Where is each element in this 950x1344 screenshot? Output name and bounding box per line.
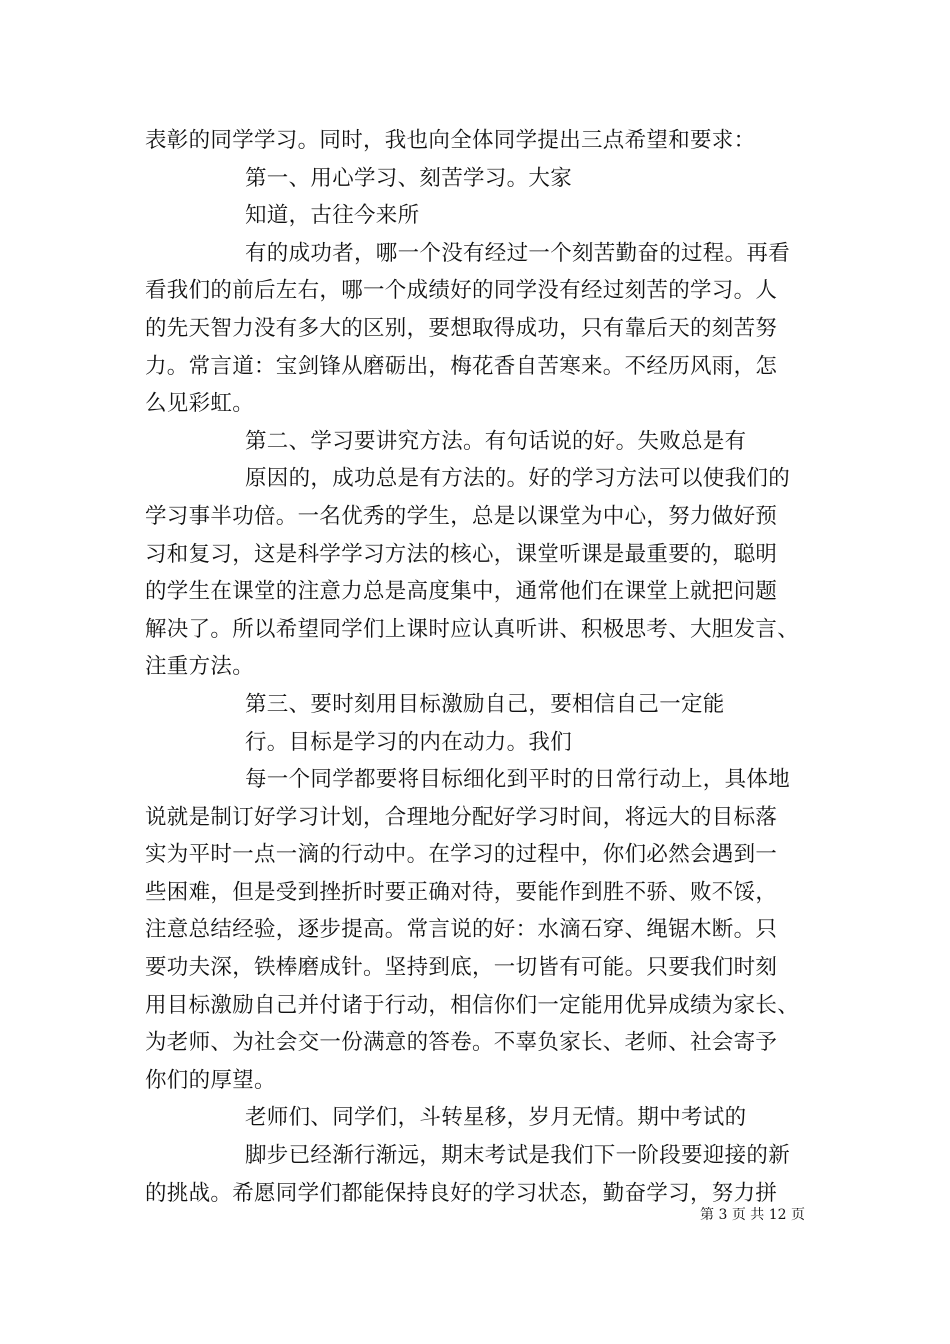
text-line: 看我们的前后左右，哪一个成绩好的同学没有经过刻苦的学习。人 bbox=[145, 278, 778, 304]
text-line: 有的成功者，哪一个没有经过一个刻苦勤奋的过程。再看 bbox=[245, 240, 791, 266]
text-line: 些困难，但是受到挫折时要正确对待，要能作到胜不骄、败不馁， bbox=[145, 879, 778, 905]
text-line: 第一、用心学习、刻苦学习。大家 bbox=[245, 165, 573, 191]
text-line: 说就是制订好学习计划，合理地分配好学习时间，将远大的目标落 bbox=[145, 804, 778, 830]
text-line: 的挑战。希愿同学们都能保持良好的学习状态，勤奋学习，努力拼 bbox=[145, 1180, 778, 1206]
text-line: 知道，古往今来所 bbox=[245, 203, 420, 229]
text-line: 老师们、同学们，斗转星移，岁月无情。期中考试的 bbox=[245, 1105, 747, 1131]
document-body bbox=[145, 122, 825, 1212]
text-line: 第二、学习要讲究方法。有句话说的好。失败总是有 bbox=[245, 428, 747, 454]
text-line: 脚步已经渐行渐远，期末考试是我们下一阶段要迎接的新 bbox=[245, 1143, 791, 1169]
text-line: 学习事半功倍。一名优秀的学生，总是以课堂为中心，努力做好预 bbox=[145, 503, 778, 529]
text-line: 行。目标是学习的内在动力。我们 bbox=[245, 729, 573, 755]
text-line: 为老师、为社会交一份满意的答卷。不辜负家长、老师、社会寄予 bbox=[145, 1030, 778, 1056]
text-line: 注重方法。 bbox=[145, 654, 255, 680]
text-line: 每一个同学都要将目标细化到平时的日常行动上，具体地 bbox=[245, 767, 791, 793]
text-line: 要功夫深，铁棒磨成针。坚持到底，一切皆有可能。只要我们时刻 bbox=[145, 955, 778, 981]
text-line: 习和复习，这是科学学习方法的核心，课堂听课是最重要的，聪明 bbox=[145, 541, 778, 567]
text-line: 的先天智力没有多大的区别，要想取得成功，只有靠后天的刻苦努 bbox=[145, 315, 778, 341]
text-line: 注意总结经验，逐步提高。常言说的好：水滴石穿、绳锯木断。只 bbox=[145, 917, 778, 943]
text-line: 力。常言道：宝剑锋从磨砺出，梅花香自苦寒来。不经历风雨，怎 bbox=[145, 353, 778, 379]
text-line: 第三、要时刻用目标激励自己，要相信自己一定能 bbox=[245, 691, 725, 717]
text-line: 你们的厚望。 bbox=[145, 1067, 276, 1093]
text-line: 表彰的同学学习。同时，我也向全体同学提出三点希望和要求： bbox=[145, 128, 756, 153]
text-line: 解决了。所以希望同学们上课时应认真听讲、积极思考、大胆发言、 bbox=[145, 616, 800, 642]
text-line: 用目标激励自己并付诸于行动，相信你们一定能用优异成绩为家长、 bbox=[145, 992, 800, 1018]
text-line: 实为平时一点一滴的行动中。在学习的过程中，你们必然会遇到一 bbox=[145, 842, 778, 868]
text-line: 么见彩虹。 bbox=[145, 391, 255, 417]
page-number: 第 3 页 共 12 页 bbox=[700, 1207, 805, 1223]
text-line: 原因的，成功总是有方法的。好的学习方法可以使我们的 bbox=[245, 466, 791, 492]
text-line: 的学生在课堂的注意力总是高度集中，通常他们在课堂上就把问题 bbox=[145, 579, 778, 605]
